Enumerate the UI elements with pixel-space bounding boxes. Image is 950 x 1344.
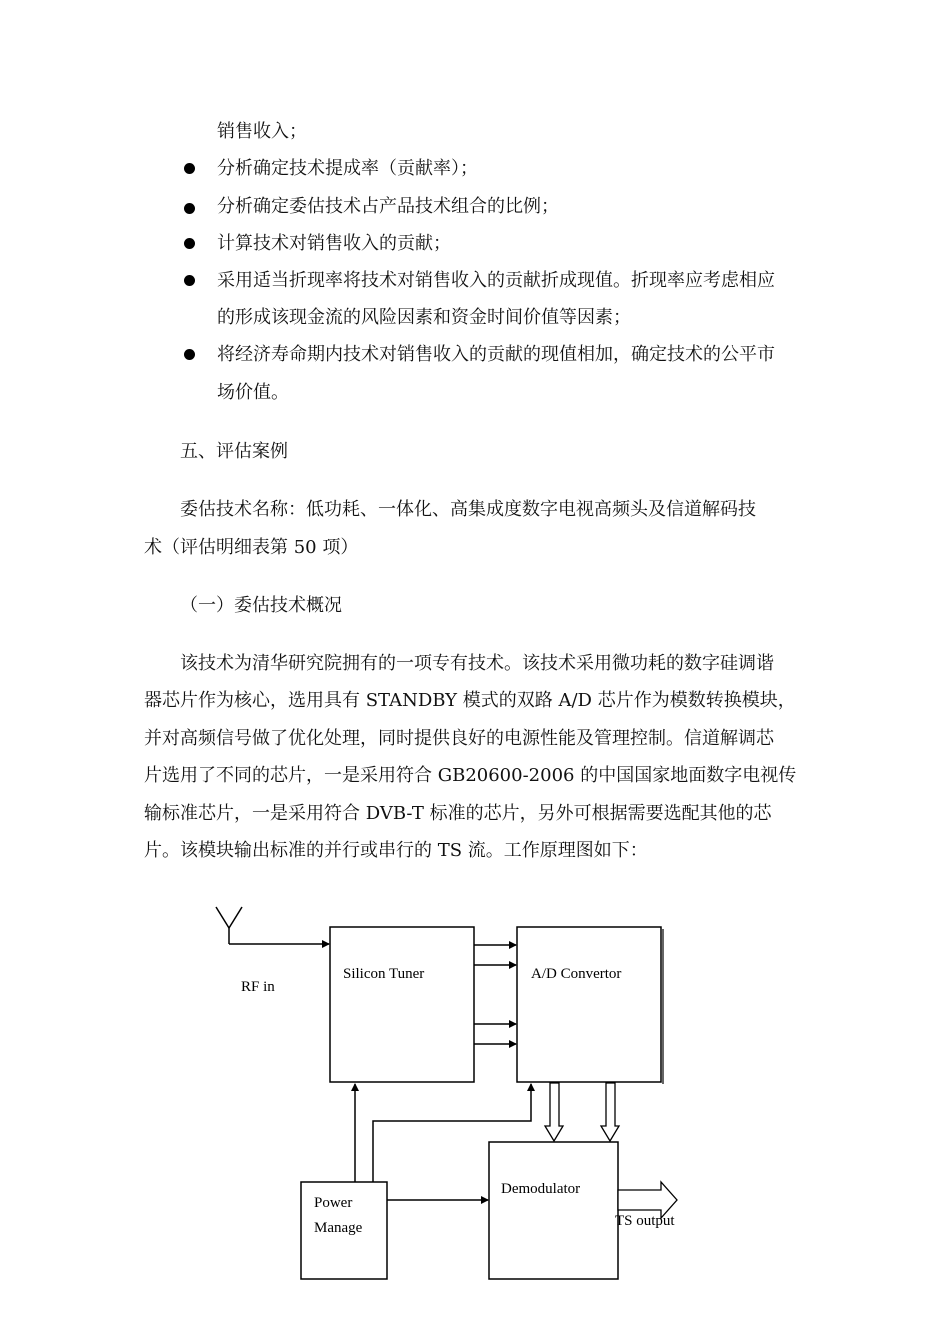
body-line-1: 该技术为清华研究院拥有的一项专有技术。该技术采用微功耗的数字硅调谐 — [180, 653, 774, 674]
body-line-4: 片选用了不同的芯片，一是采用符合 GB20600-2006 的中国国家地面数字电视传 — [144, 765, 797, 786]
body-line-6: 片。该模块输出标准的并行或串行的 TS 流。工作原理图如下： — [144, 840, 648, 861]
bullet-item-1: 分析确定技术提成率（贡献率）； — [217, 158, 478, 179]
body-line-5: 输标准芯片，一是采用符合 DVB-T 标准的芯片，另外可根据需要选配其他的芯 — [144, 803, 772, 824]
bullet-item-4-line-1: 采用适当折现率将技术对销售收入的贡献折成现值。折现率应考虑相应 — [217, 270, 775, 291]
bullet-item-5-line-2: 场价值。 — [217, 382, 289, 403]
adc-to-demod-hollow-arrow-1 — [545, 1083, 563, 1141]
rf-in-label: RF in — [241, 979, 275, 995]
tech-name-line-2: 术（评估明细表第 50 项） — [144, 537, 359, 558]
subsection-heading: （一）委估技术概况 — [180, 595, 342, 616]
section-heading: 五、评估案例 — [180, 441, 288, 462]
power-manage-label-line-1: Power — [314, 1195, 353, 1211]
ts-output-label: TS output — [615, 1213, 675, 1229]
body-line-2: 器芯片作为核心，选用具有 STANDBY 模式的双路 A/D 芯片作为模数转换模块， — [144, 690, 796, 711]
body-line-3: 并对高频信号做了优化处理，同时提供良好的电源性能及管理控制。信道解调芯 — [144, 728, 774, 749]
adc-to-demod-hollow-arrow-2 — [601, 1083, 619, 1141]
ad-convertor-label: A/D Convertor — [531, 966, 622, 982]
bullet-item-3: 计算技术对销售收入的贡献； — [217, 233, 451, 254]
demodulator-box — [489, 1142, 618, 1279]
bullet-item-2: 分析确定委估技术占产品技术组合的比例； — [217, 196, 559, 217]
bullet-item-4-line-2: 的形成该现金流的风险因素和资金时间价值等因素； — [217, 307, 631, 328]
demodulator-label: Demodulator — [501, 1181, 581, 1197]
tuner-to-adc-arrows — [474, 945, 516, 1044]
tech-name-line-1: 委估技术名称：低功耗、一体化、高集成度数字电视高频头及信道解码技 — [180, 499, 756, 520]
power-manage-label-line-2: Manage — [314, 1220, 363, 1236]
continued-line: 销售收入； — [217, 121, 307, 142]
silicon-tuner-label: Silicon Tuner — [343, 966, 425, 982]
silicon-tuner-box — [330, 927, 474, 1082]
ad-convertor-box — [517, 927, 661, 1082]
bullet-item-5-line-1: 将经济寿命期内技术对销售收入的贡献的现值相加，确定技术的公平市 — [217, 344, 775, 365]
antenna-icon — [216, 907, 242, 944]
